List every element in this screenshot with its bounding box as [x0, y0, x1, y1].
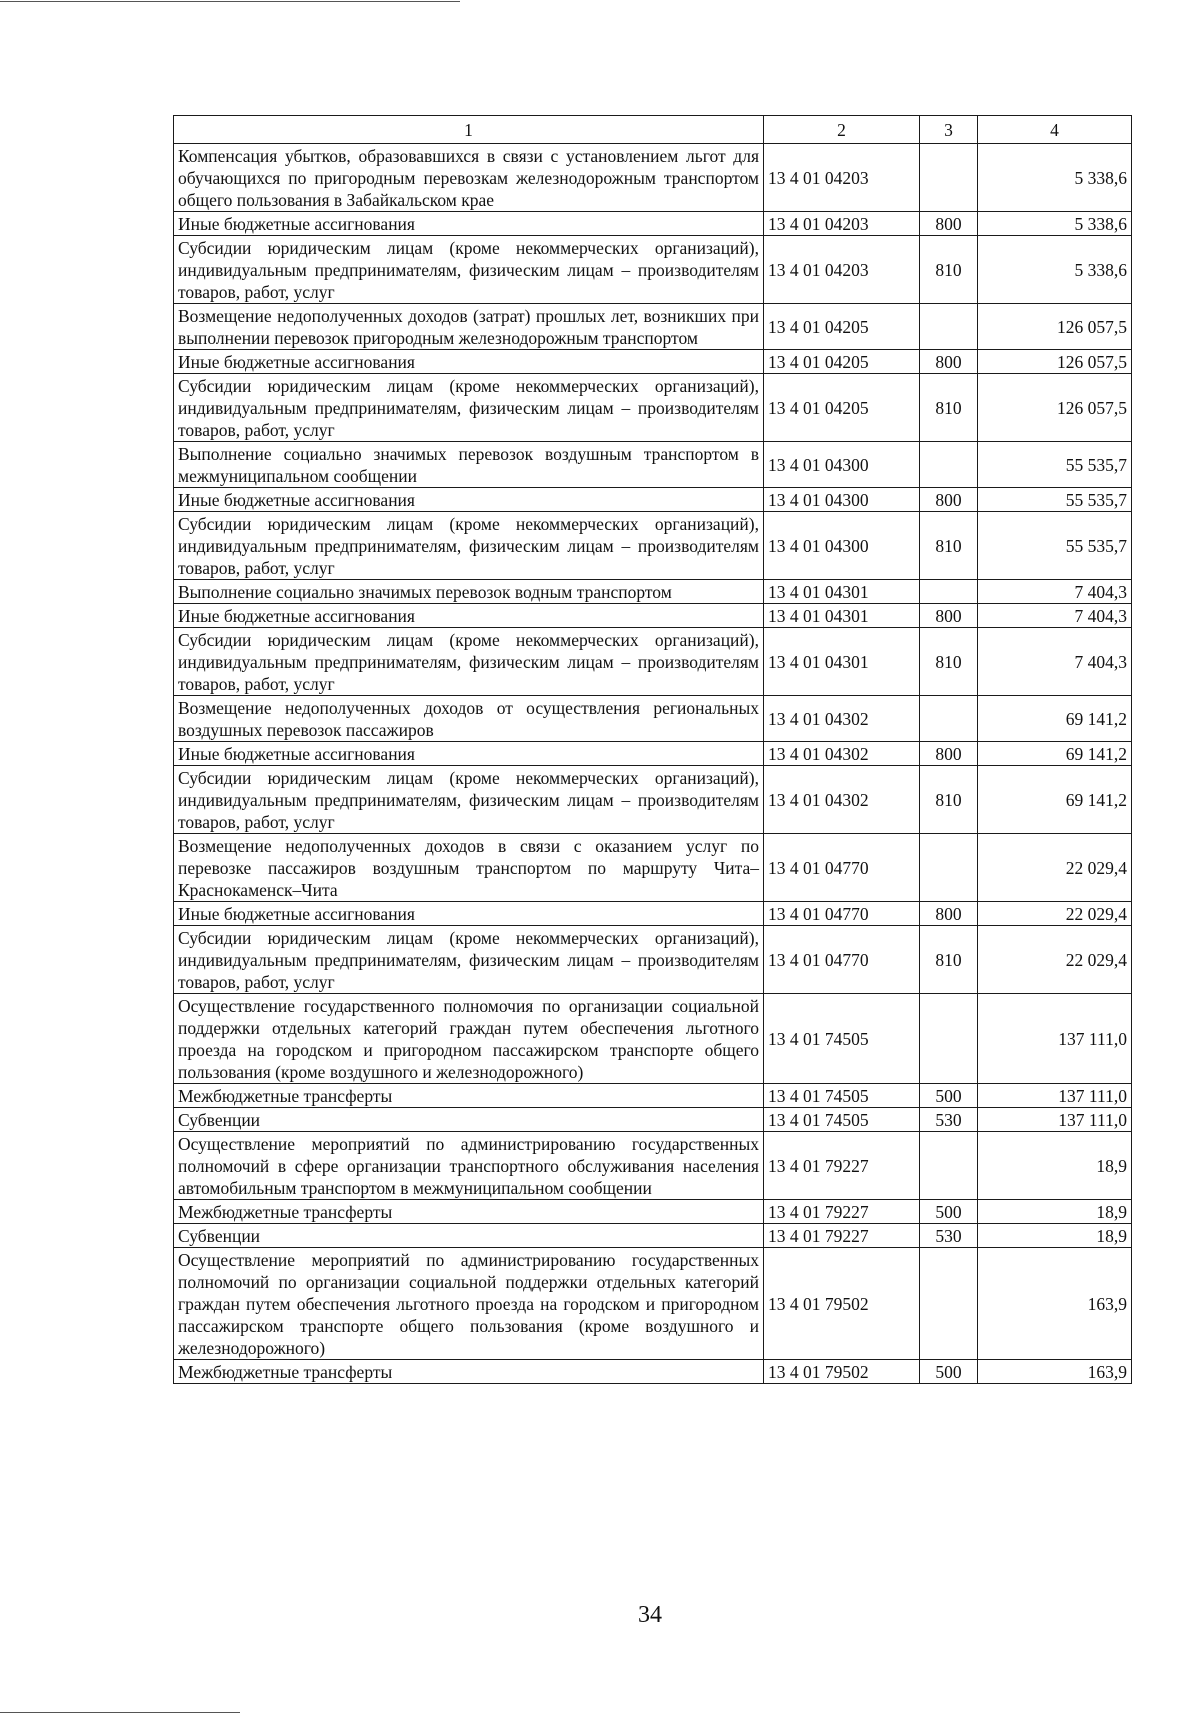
scan-edge-top	[0, 1, 460, 2]
row-code-cell: 13 4 01 79227	[764, 1132, 920, 1200]
row-type-cell	[920, 994, 978, 1084]
row-amount-cell: 137 111,0	[978, 1108, 1132, 1132]
row-name-cell: Возмещение недополученных доходов от осуществления региональных воздушных перевозок пассажиров	[174, 696, 764, 742]
row-amount-cell: 22 029,4	[978, 926, 1132, 994]
row-name-cell: Субвенции	[174, 1224, 764, 1248]
row-name-cell: Субсидии юридическим лицам (кроме некоммерческих организаций), индивидуальным предпринимателям, физическим лицам – производителям товаров, работ, услуг	[174, 926, 764, 994]
row-name-cell: Осуществление мероприятий по администрированию государственных полномочий по организации социальной поддержки отдельных категорий граждан путем обеспечения льготного проезда на городском и пригородном пассажирском транспорте общего пользования (кроме воздушного и железнодорожного)	[174, 1248, 764, 1360]
table-row	[174, 374, 1132, 442]
table-row	[174, 628, 1132, 696]
row-amount-cell: 69 141,2	[978, 696, 1132, 742]
row-amount-cell: 55 535,7	[978, 442, 1132, 488]
row-amount-cell: 69 141,2	[978, 742, 1132, 766]
row-type-cell: 500	[920, 1200, 978, 1224]
table-row	[174, 1084, 1132, 1108]
row-code-cell: 13 4 01 04301	[764, 580, 920, 604]
row-code-cell: 13 4 01 04302	[764, 742, 920, 766]
row-name-cell: Субсидии юридическим лицам (кроме некоммерческих организаций), индивидуальным предпринимателям, физическим лицам – производителям товаров, работ, услуг	[174, 766, 764, 834]
table-row	[174, 512, 1132, 580]
row-name-cell: Иные бюджетные ассигнования	[174, 488, 764, 512]
row-type-cell	[920, 1132, 978, 1200]
table-row	[174, 1248, 1132, 1360]
row-amount-cell: 126 057,5	[978, 304, 1132, 350]
row-type-cell	[920, 834, 978, 902]
scan-edge-bottom	[0, 1712, 240, 1713]
row-type-cell: 810	[920, 374, 978, 442]
row-type-cell	[920, 696, 978, 742]
row-name-cell: Возмещение недополученных доходов в связи с оказанием услуг по перевозке пассажиров воздушным транспортом по маршруту Чита–Краснокаменск–Чита	[174, 834, 764, 902]
row-name-cell: Межбюджетные трансферты	[174, 1084, 764, 1108]
row-name-cell: Возмещение недополученных доходов (затрат) прошлых лет, возникших при выполнении перевозок пригородным железнодорожным транспортом	[174, 304, 764, 350]
table-row	[174, 1360, 1132, 1384]
table-row	[174, 604, 1132, 628]
row-name-cell: Субсидии юридическим лицам (кроме некоммерческих организаций), индивидуальным предпринимателям, физическим лицам – производителям товаров, работ, услуг	[174, 236, 764, 304]
table-row	[174, 144, 1132, 212]
row-amount-cell: 5 338,6	[978, 212, 1132, 236]
table-row	[174, 350, 1132, 374]
row-amount-cell: 5 338,6	[978, 144, 1132, 212]
row-code-cell: 13 4 01 04203	[764, 144, 920, 212]
row-amount-cell: 18,9	[978, 1132, 1132, 1200]
row-name-cell: Субвенции	[174, 1108, 764, 1132]
row-type-cell: 800	[920, 604, 978, 628]
table-row	[174, 834, 1132, 902]
table-row	[174, 1200, 1132, 1224]
row-code-cell: 13 4 01 04770	[764, 926, 920, 994]
header-col-amount: 4	[978, 116, 1132, 144]
row-amount-cell: 126 057,5	[978, 374, 1132, 442]
row-amount-cell: 18,9	[978, 1224, 1132, 1248]
row-type-cell: 810	[920, 512, 978, 580]
row-amount-cell: 7 404,3	[978, 604, 1132, 628]
row-code-cell: 13 4 01 04205	[764, 374, 920, 442]
table-row	[174, 926, 1132, 994]
row-amount-cell: 55 535,7	[978, 512, 1132, 580]
row-type-cell: 800	[920, 212, 978, 236]
row-code-cell: 13 4 01 04203	[764, 212, 920, 236]
table-body	[174, 144, 1132, 1384]
row-code-cell: 13 4 01 74505	[764, 1108, 920, 1132]
row-name-cell: Осуществление мероприятий по администрированию государственных полномочий в сфере организации транспортного обслуживания населения автомобильным транспортом в межмуниципальном сообщении	[174, 1132, 764, 1200]
row-type-cell: 810	[920, 628, 978, 696]
table-row	[174, 1132, 1132, 1200]
row-code-cell: 13 4 01 04302	[764, 766, 920, 834]
row-code-cell: 13 4 01 04770	[764, 902, 920, 926]
header-row	[174, 116, 1132, 144]
row-amount-cell: 137 111,0	[978, 994, 1132, 1084]
row-type-cell: 500	[920, 1084, 978, 1108]
row-type-cell	[920, 1248, 978, 1360]
table-row	[174, 488, 1132, 512]
row-type-cell: 530	[920, 1224, 978, 1248]
row-amount-cell: 22 029,4	[978, 902, 1132, 926]
row-amount-cell: 137 111,0	[978, 1084, 1132, 1108]
row-code-cell: 13 4 01 04300	[764, 442, 920, 488]
row-code-cell: 13 4 01 74505	[764, 1084, 920, 1108]
row-amount-cell: 7 404,3	[978, 580, 1132, 604]
table-row	[174, 236, 1132, 304]
row-type-cell	[920, 304, 978, 350]
row-name-cell: Иные бюджетные ассигнования	[174, 212, 764, 236]
row-type-cell	[920, 144, 978, 212]
table-row	[174, 766, 1132, 834]
row-code-cell: 13 4 01 04300	[764, 512, 920, 580]
row-amount-cell: 126 057,5	[978, 350, 1132, 374]
row-amount-cell: 5 338,6	[978, 236, 1132, 304]
row-code-cell: 13 4 01 04301	[764, 628, 920, 696]
row-name-cell: Субсидии юридическим лицам (кроме некоммерческих организаций), индивидуальным предпринимателям, физическим лицам – производителям товаров, работ, услуг	[174, 374, 764, 442]
row-code-cell: 13 4 01 04302	[764, 696, 920, 742]
table-row	[174, 1224, 1132, 1248]
header-col-code: 2	[764, 116, 920, 144]
row-code-cell: 13 4 01 04205	[764, 304, 920, 350]
row-code-cell: 13 4 01 74505	[764, 994, 920, 1084]
row-code-cell: 13 4 01 04205	[764, 350, 920, 374]
table-row	[174, 304, 1132, 350]
row-amount-cell: 163,9	[978, 1248, 1132, 1360]
row-type-cell: 810	[920, 236, 978, 304]
row-amount-cell: 7 404,3	[978, 628, 1132, 696]
header-col-name: 1	[174, 116, 764, 144]
row-name-cell: Компенсация убытков, образовавшихся в связи с установлением льгот для обучающихся по пригородным перевозкам железнодорожным транспортом общего пользования в Забайкальском крае	[174, 144, 764, 212]
table-row	[174, 212, 1132, 236]
row-code-cell: 13 4 01 04770	[764, 834, 920, 902]
row-name-cell: Иные бюджетные ассигнования	[174, 902, 764, 926]
row-code-cell: 13 4 01 79227	[764, 1224, 920, 1248]
row-name-cell: Субсидии юридическим лицам (кроме некоммерческих организаций), индивидуальным предпринимателям, физическим лицам – производителям товаров, работ, услуг	[174, 628, 764, 696]
row-code-cell: 13 4 01 04300	[764, 488, 920, 512]
row-type-cell: 800	[920, 488, 978, 512]
table-row	[174, 1108, 1132, 1132]
row-code-cell: 13 4 01 04203	[764, 236, 920, 304]
row-name-cell: Межбюджетные трансферты	[174, 1360, 764, 1384]
row-name-cell: Выполнение социально значимых перевозок водным транспортом	[174, 580, 764, 604]
row-name-cell: Субсидии юридическим лицам (кроме некоммерческих организаций), индивидуальным предпринимателям, физическим лицам – производителям товаров, работ, услуг	[174, 512, 764, 580]
row-code-cell: 13 4 01 79502	[764, 1360, 920, 1384]
row-name-cell: Межбюджетные трансферты	[174, 1200, 764, 1224]
table-row	[174, 742, 1132, 766]
row-code-cell: 13 4 01 79502	[764, 1248, 920, 1360]
table-row	[174, 902, 1132, 926]
row-code-cell: 13 4 01 79227	[764, 1200, 920, 1224]
row-type-cell: 800	[920, 742, 978, 766]
row-type-cell: 800	[920, 350, 978, 374]
row-type-cell	[920, 580, 978, 604]
row-type-cell	[920, 442, 978, 488]
row-name-cell: Иные бюджетные ассигнования	[174, 604, 764, 628]
page-number: 34	[638, 1602, 662, 1628]
row-name-cell: Осуществление государственного полномочия по организации социальной поддержки отдельных категорий граждан путем обеспечения льготного проезда на городском и пригородном пассажирском транспорте общего пользования (кроме воздушного и железнодорожного)	[174, 994, 764, 1084]
table-row	[174, 442, 1132, 488]
row-amount-cell: 163,9	[978, 1360, 1132, 1384]
row-type-cell: 810	[920, 926, 978, 994]
table-row	[174, 696, 1132, 742]
table-row	[174, 580, 1132, 604]
row-name-cell: Выполнение социально значимых перевозок воздушным транспортом в межмуниципальном сообщении	[174, 442, 764, 488]
row-amount-cell: 69 141,2	[978, 766, 1132, 834]
row-type-cell: 500	[920, 1360, 978, 1384]
table-row	[174, 994, 1132, 1084]
row-amount-cell: 22 029,4	[978, 834, 1132, 902]
header-col-type: 3	[920, 116, 978, 144]
row-type-cell: 800	[920, 902, 978, 926]
row-name-cell: Иные бюджетные ассигнования	[174, 742, 764, 766]
row-amount-cell: 55 535,7	[978, 488, 1132, 512]
budget-table	[173, 115, 1132, 1384]
row-name-cell: Иные бюджетные ассигнования	[174, 350, 764, 374]
row-type-cell: 530	[920, 1108, 978, 1132]
row-amount-cell: 18,9	[978, 1200, 1132, 1224]
row-code-cell: 13 4 01 04301	[764, 604, 920, 628]
row-type-cell: 810	[920, 766, 978, 834]
